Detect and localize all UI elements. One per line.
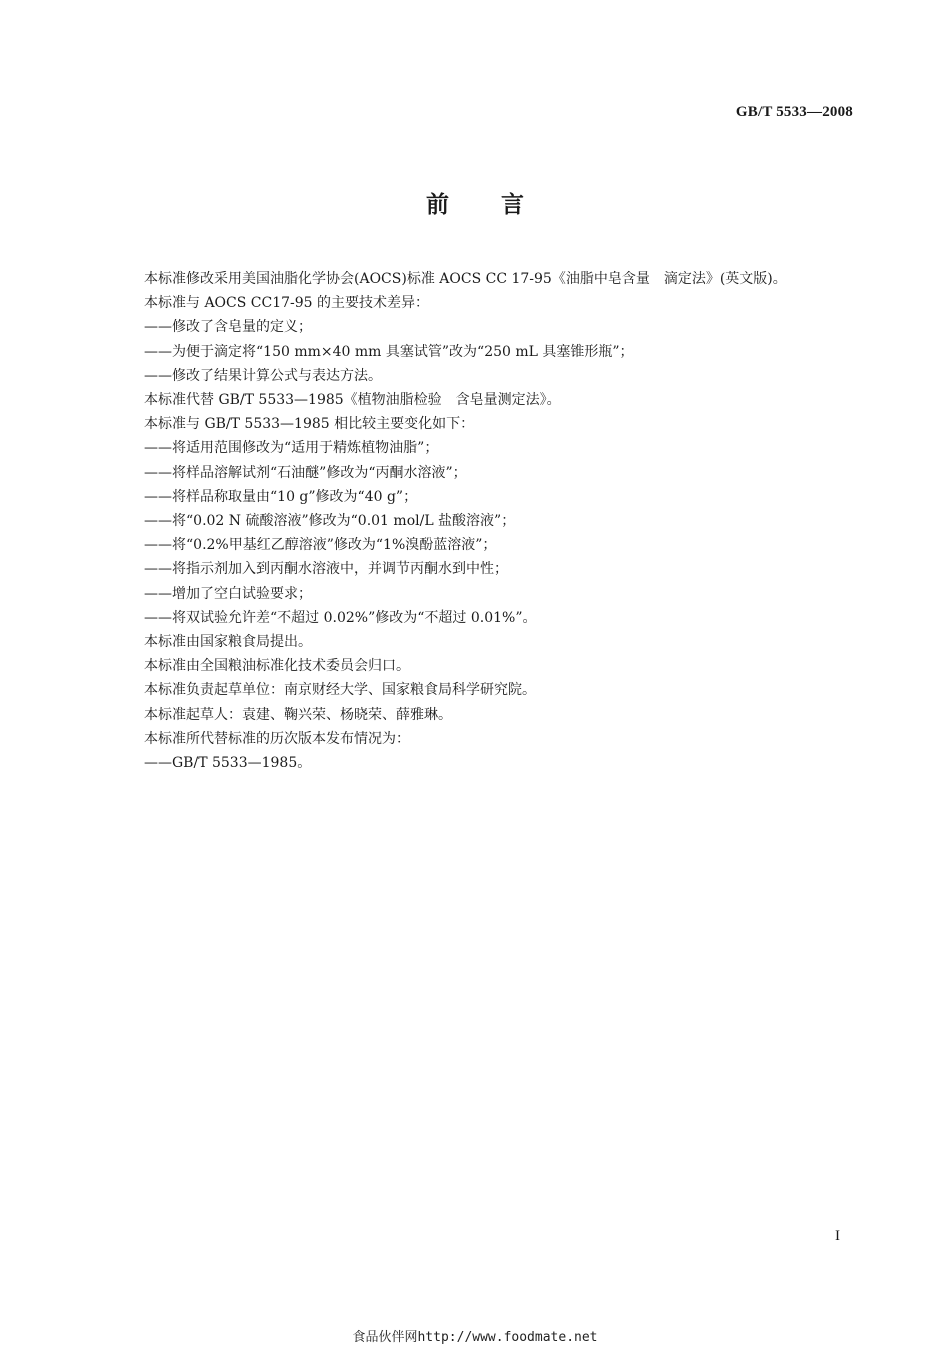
title-char-1: 前 <box>426 192 449 218</box>
list-item: ——修改了结果计算公式与表达方法。 <box>144 367 382 384</box>
page-number: I <box>835 1228 840 1244</box>
list-item: ——增加了空白试验要求； <box>144 585 312 602</box>
list-item: ——GB/T 5533—1985。 <box>144 755 312 772</box>
page-title <box>0 186 950 219</box>
paragraph: 本标准与 GB/T 5533—1985 相比较主要变化如下： <box>144 416 475 433</box>
list-item: ——将指示剂加入到丙酮水溶液中，并调节丙酮水到中性； <box>144 561 508 578</box>
list-item: ——修改了含皂量的定义； <box>144 319 312 336</box>
list-item: ——将“0.02 N 硫酸溶液”修改为“0.01 mol/L 盐酸溶液”； <box>144 513 516 530</box>
list-item: ——将“0.2%甲基红乙醇溶液”修改为“1%溴酚蓝溶液”； <box>144 537 497 554</box>
paragraph: 本标准起草人：袁建、鞠兴荣、杨晓荣、薛雅琳。 <box>144 706 452 723</box>
paragraph: 本标准所代替标准的历次版本发布情况为： <box>144 730 410 747</box>
footer-watermark: 食品伙伴网http://www.foodmate.net <box>352 1330 598 1345</box>
list-item: ——将适用范围修改为“适用于精炼植物油脂”； <box>144 440 439 457</box>
list-item: ——为便于滴定将“150 mm×40 mm 具塞试管”改为“250 mL 具塞锥形瓶”； <box>144 343 634 360</box>
paragraph: 本标准修改采用美国油脂化学协会(AOCS)标准 AOCS CC 17-95《油脂中皂含量 滴定法》(英文版)。 <box>144 271 787 287</box>
paragraph: 本标准代替 GB/T 5533—1985《植物油脂检验 含皂量测定法》。 <box>144 392 561 409</box>
standard-code: GB/T 5533—2008 <box>735 104 853 120</box>
paragraph: 本标准与 AOCS CC17-95 的主要技术差异： <box>144 295 430 312</box>
paragraph: 本标准由国家粮食局提出。 <box>144 634 312 651</box>
paragraph: 本标准负责起草单位：南京财经大学、国家粮食局科学研究院。 <box>144 682 536 699</box>
list-item: ——将样品称取量由“10 g”修改为“40 g”； <box>144 488 418 505</box>
list-item: ——将样品溶解试剂“石油醚”修改为“丙酮水溶液”； <box>144 464 467 481</box>
list-item: ——将双试验允许差“不超过 0.02%”修改为“不超过 0.01%”。 <box>144 609 537 626</box>
foreword-body <box>115 267 853 775</box>
paragraph: 本标准由全国粮油标准化技术委员会归口。 <box>144 658 410 675</box>
title-char-2: 言 <box>501 192 524 218</box>
